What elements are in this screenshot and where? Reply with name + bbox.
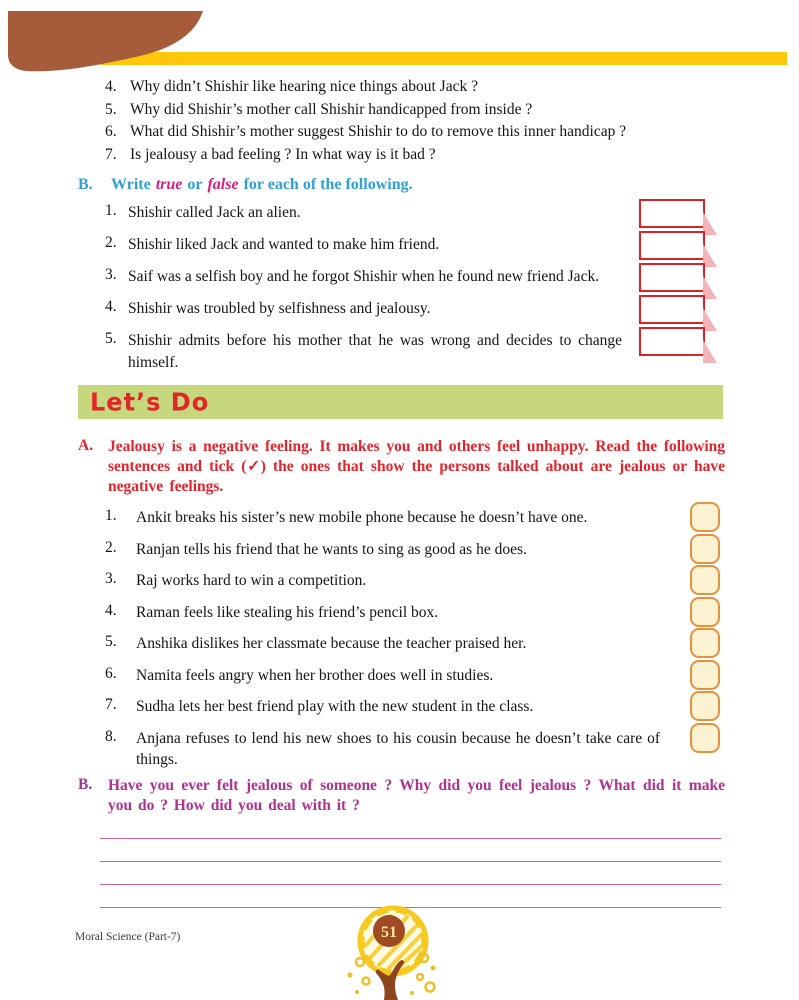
tick-box[interactable]: [690, 534, 720, 564]
writing-line[interactable]: [100, 816, 721, 839]
tick-sentence-list: [105, 502, 720, 771]
question-number: 5.: [105, 100, 117, 118]
lets-do-section-a: [78, 437, 726, 496]
item-number: 1.: [105, 507, 117, 524]
question-number: 6.: [105, 123, 117, 141]
true-false-item: [105, 199, 705, 229]
tick-box[interactable]: [690, 628, 720, 658]
item-text: Raman feels like stealing his friend’s pencil box.: [136, 603, 439, 621]
question-number: 4.: [105, 78, 117, 95]
book-title-footer: Moral Science (Part-7): [75, 931, 181, 943]
item-text: Shishir called Jack an alien.: [128, 204, 301, 221]
answer-box[interactable]: [639, 231, 705, 260]
heading-word-false: false: [207, 176, 239, 193]
section-label: B.: [78, 776, 93, 793]
true-false-section-heading: [78, 176, 418, 194]
answer-writing-area: [100, 816, 721, 908]
item-number: 2.: [105, 538, 117, 556]
heading-word: or: [187, 176, 203, 193]
question-text: Why did Shishir’s mother call Shishir handicapped from inside ?: [130, 100, 533, 118]
tick-item: [105, 691, 720, 721]
item-number: 5.: [105, 633, 117, 650]
page-number: 51: [381, 924, 397, 941]
tick-item: [105, 723, 720, 770]
section-a-instructions: Jealousy is a negative feeling. It makes you and others feel unhappy. Read the following sentences and tick (✓) the ones that show the persons talked about are jealous or have negative feelings.: [108, 438, 725, 495]
item-text: Raj works hard to win a competition.: [136, 572, 367, 589]
question-text: What did Shishir’s mother suggest Shishir to do to remove this inner handicap ?: [130, 123, 627, 141]
tick-box[interactable]: [690, 723, 720, 753]
lets-do-banner: [78, 385, 723, 419]
true-false-item: [105, 263, 705, 293]
tick-item: [105, 628, 720, 658]
true-false-item: [105, 327, 705, 373]
question-text: Why didn’t Shishir like hearing nice things about Jack ?: [130, 78, 478, 95]
question-item: [105, 144, 725, 167]
tick-item: [105, 534, 720, 564]
heading-word: Write: [111, 176, 151, 193]
item-number: 8.: [105, 727, 117, 745]
answer-box[interactable]: [639, 263, 705, 292]
item-number: 4.: [105, 298, 117, 315]
tick-item: [105, 502, 720, 532]
item-number: 6.: [105, 664, 117, 682]
tick-box[interactable]: [690, 565, 720, 595]
item-number: 3.: [105, 266, 117, 283]
question-number: 7.: [105, 145, 117, 163]
comprehension-question-list: [105, 76, 725, 166]
writing-line[interactable]: [100, 862, 721, 885]
true-false-item: [105, 295, 705, 325]
section-label: A.: [78, 437, 94, 454]
item-number: 4.: [105, 601, 117, 619]
tick-box[interactable]: [690, 502, 720, 532]
tick-item: [105, 660, 720, 690]
answer-box[interactable]: [639, 199, 705, 228]
item-text: Sudha lets her best friend play with the new student in the class.: [136, 698, 534, 715]
question-item: [105, 76, 725, 99]
item-number: 7.: [105, 696, 117, 713]
item-text: Namita feels angry when her brother does well in studies.: [136, 666, 494, 684]
heading-word: for each of the following.: [243, 176, 413, 193]
item-text: Ranjan tells his friend that he wants to sing as good as he does.: [136, 540, 527, 558]
tick-box[interactable]: [690, 691, 720, 721]
item-text: Shishir admits before his mother that he was wrong and decides to change himself.: [128, 332, 622, 371]
page-number-tree-graphic: [333, 905, 457, 1000]
item-number: 3.: [105, 570, 117, 587]
item-text: Shishir liked Jack and wanted to make him friend.: [128, 236, 440, 253]
item-text: Ankit breaks his sister’s new mobile phone because he doesn’t have one.: [136, 509, 588, 526]
tick-item: [105, 597, 720, 627]
item-number: 5.: [105, 330, 117, 347]
tick-box[interactable]: [690, 597, 720, 627]
item-number: 2.: [105, 234, 117, 251]
item-text: Anshika dislikes her classmate because the teacher praised her.: [136, 635, 527, 652]
lets-do-section-b: [78, 776, 726, 816]
answer-box[interactable]: [639, 327, 705, 356]
true-false-list: [105, 199, 705, 375]
tick-item: [105, 565, 720, 595]
section-label: B.: [78, 176, 93, 193]
section-b-question: Have you ever felt jealous of someone ? Why did you feel jealous ? What did it make you do ? How did you deal with it ?: [108, 777, 725, 814]
lets-do-title: Let’s Do: [90, 387, 210, 417]
question-item: [105, 121, 725, 144]
heading-word-true: true: [155, 176, 183, 193]
true-false-item: [105, 231, 705, 261]
question-text: Is jealousy a bad feeling ? In what way is it bad ?: [130, 145, 436, 163]
item-number: 1.: [105, 202, 117, 219]
tick-box[interactable]: [690, 660, 720, 690]
writing-line[interactable]: [100, 839, 721, 862]
item-text: Shishir was troubled by selfishness and jealousy.: [128, 300, 431, 317]
item-text: Anjana refuses to lend his new shoes to his cousin because he doesn’t take care of things.: [136, 729, 660, 768]
header-brown-corner-shape: [0, 0, 230, 82]
answer-box[interactable]: [639, 295, 705, 324]
question-item: [105, 99, 725, 122]
item-text: Saif was a selfish boy and he forgot Shishir when he found new friend Jack.: [128, 268, 600, 285]
